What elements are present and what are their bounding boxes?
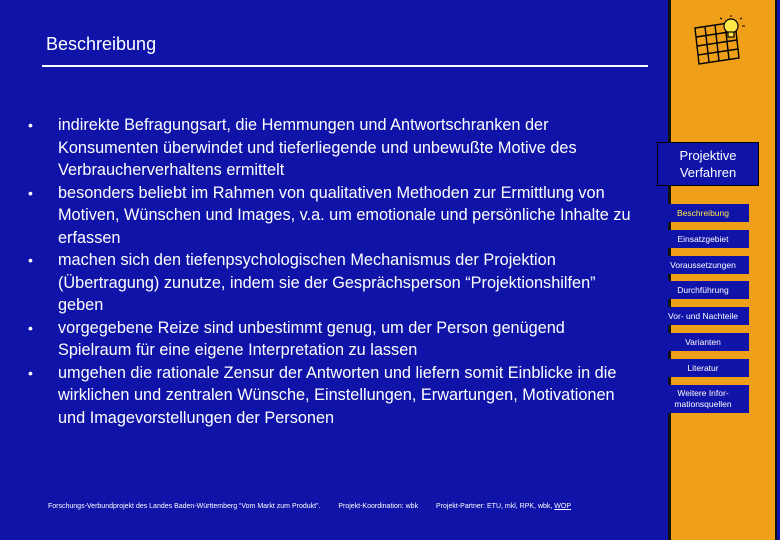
bullet-list — [28, 114, 640, 429]
footer-coordination: Projekt-Koordination: wbk — [338, 503, 419, 510]
nav-item-durchfuehrung[interactable]: Durchführung — [657, 281, 749, 299]
bullet-text: machen sich den tiefenpsychologischen Mechanismus der Projektion (Übertragung) zunutze, indem sie der Gesprächsperson “Projektionshilfen” geben — [58, 251, 596, 314]
footer-partner-link[interactable]: WOP — [554, 503, 572, 510]
bullet-text: umgehen die rationale Zensur der Antworten und liefern somit Einblicke in die wirklichen und zentralen Wünsche, Einstellungen, Erwartungen, Motivationen und Imagevorstellungen der Personen — [58, 363, 617, 427]
bullet-item — [28, 317, 640, 362]
bullet-item — [28, 249, 640, 317]
bullet-item — [28, 182, 640, 250]
bullet-marker: • — [28, 117, 33, 133]
bullet-text: vorgegebene Reize sind unbestimmt genug, um der Person genügend Spielraum für eine eigene Interpretation zu lassen — [58, 318, 565, 359]
nav-item-einsatzgebiet[interactable]: Einsatzgebiet — [657, 230, 749, 248]
nav-item-label: mationsquellen — [674, 399, 732, 409]
nav-item-vor-und-nachteile[interactable]: Vor- und Nachteile — [657, 307, 749, 325]
nav-item-label: Weitere Infor- — [677, 388, 729, 398]
bullet-marker: • — [28, 184, 33, 201]
title-divider — [42, 65, 648, 67]
footer-partners — [436, 503, 571, 510]
grid-lightbulb-icon — [687, 14, 749, 66]
nav-item-voraussetzungen[interactable]: Voraussetzungen — [657, 256, 749, 274]
section-title-line: Projektive — [679, 148, 737, 163]
bullet-marker: • — [28, 364, 33, 381]
footer — [48, 503, 571, 510]
bullet-item — [28, 362, 640, 430]
bullet-item — [28, 114, 640, 182]
section-title — [657, 142, 759, 186]
nav-item-literatur[interactable]: Literatur — [657, 359, 749, 377]
bullet-marker: • — [28, 319, 33, 336]
bullet-text: indirekte Befragungsart, die Hemmungen und Antwortschranken der Konsumenten überwindet und tieferliegende und unbewußte Motive des Verbraucherverhaltens ermittelt — [58, 116, 577, 179]
bullet-marker: • — [28, 252, 33, 268]
nav-item-beschreibung[interactable]: Beschreibung — [657, 204, 749, 222]
section-title-line: Verfahren — [679, 165, 737, 180]
sidebar — [668, 0, 777, 540]
page-title: Beschreibung — [46, 34, 157, 54]
footer-project: Forschungs-Verbundprojekt des Landes Baden-Württemberg “Vom Markt zum Produkt”. — [48, 503, 321, 510]
footer-partners-text: Projekt-Partner: ETU, mkl, RPK, wbk, — [436, 503, 555, 510]
bullet-text: besonders beliebt im Rahmen von qualitativen Methoden zur Ermittlung von Motiven, Wünschen und Images, v.a. um emotionale und persönliche Inhalte zu erfassen — [58, 183, 631, 247]
nav-item-weitere-informationsquellen[interactable] — [657, 385, 749, 413]
nav-item-varianten[interactable]: Varianten — [657, 333, 749, 351]
